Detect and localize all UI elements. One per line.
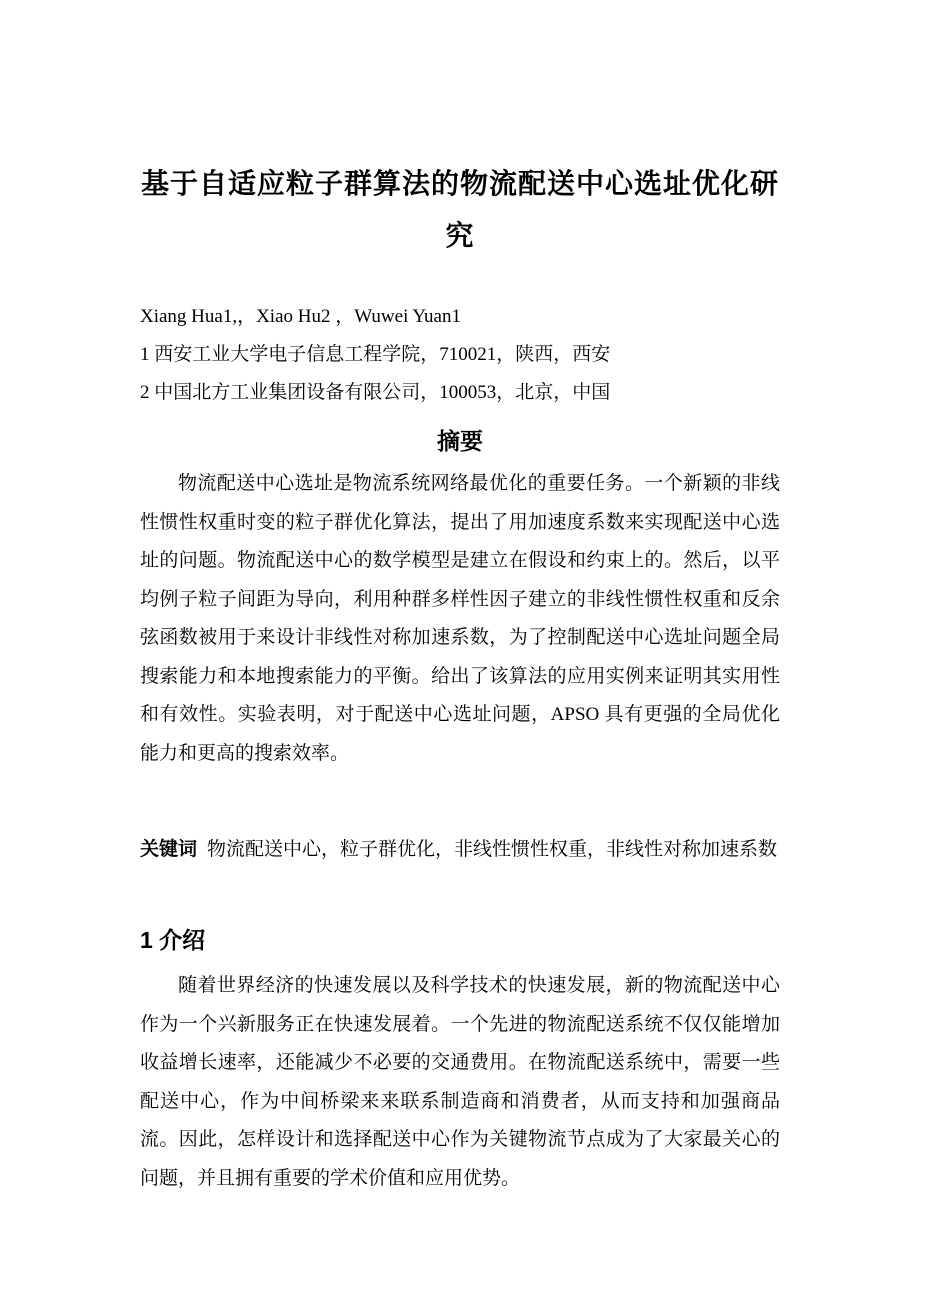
abstract-paragraph: 物流配送中心选址是物流系统网络最优化的重要任务。一个新颖的非线性惯性权重时变的粒子群优化算法，提出了用加速度系数来实现配送中心选址的问题。物流配送中心的数学模型是建立在假设和约束上的。然后，以平均例子粒子间距为导向，利用种群多样性因子建立的非线性惯性权重和反余弦函数被用于来设计非线性对称加速系数，为了控制配送中心选址问题全局搜索能力和本地搜索能力的平衡。给出了该算法的应用实例来证明其实用性和有效性。实验表明，对于配送中心选址问题，APSO 具有更强的全局优化能力和更高的搜索效率。: [140, 473, 780, 764]
abstract-heading: 摘要: [437, 428, 483, 454]
keywords-line: [140, 831, 780, 869]
affiliation-line-2: 2 中国北方工业集团设备有限公司，100053，北京，中国: [140, 382, 611, 403]
keywords-label: 关键词: [140, 839, 198, 860]
introduction-paragraph: 随着世界经济的快速发展以及科学技术的快速发展，新的物流配送中心作为一个兴新服务正在快速发展着。一个先进的物流配送系统不仅仅能增加收益增长速率，还能减少不必要的交通费用。在物流配送系统中，需要一些配送中心，作为中间桥梁来来联系制造商和消费者，从而支持和加强商品流。因此，怎样设计和选择配送中心作为关键物流节点成为了大家最关心的问题，并且拥有重要的学术价值和应用优势。: [140, 975, 780, 1189]
paper-title: 基于自适应粒子群算法的物流配送中心选址优化研究: [140, 168, 779, 251]
author-affiliation-block: [140, 298, 780, 412]
authors-line: Xiang Hua1,，Xiao Hu2 ，Wuwei Yuan1: [140, 306, 461, 327]
keywords-text: 物流配送中心，粒子群优化，非线性惯性权重，非线性对称加速系数: [207, 839, 778, 860]
section-heading-introduction: 1 介绍: [140, 927, 206, 953]
affiliation-line-1: 1 西安工业大学电子信息工程学院，710021，陕西，西安: [140, 344, 611, 365]
